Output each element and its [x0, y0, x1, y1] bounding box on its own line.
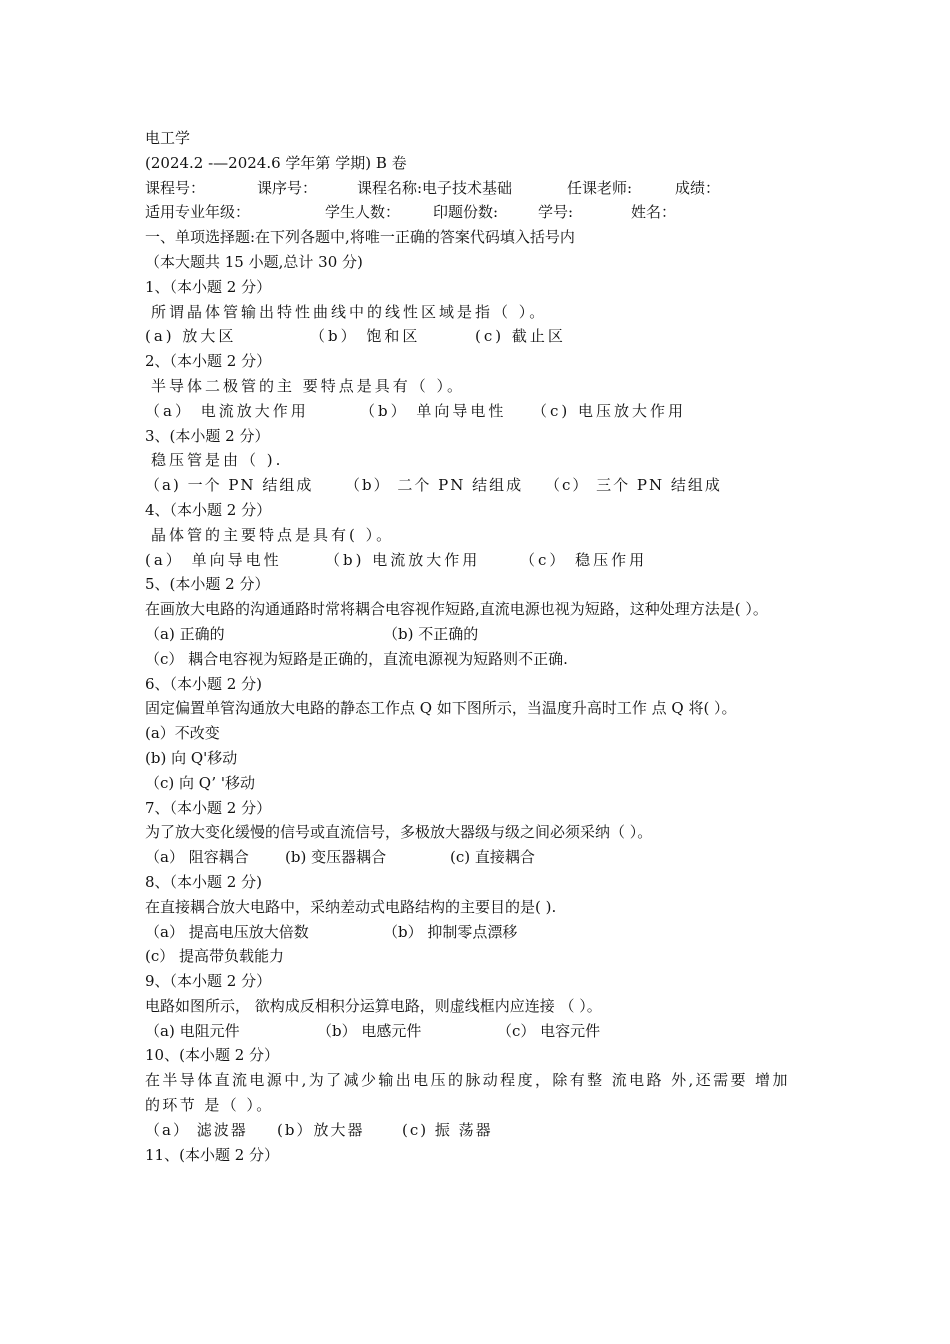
question-1-stem: 所谓晶体管输出特性曲线中的线性区域是指（ ）。: [151, 302, 548, 321]
teacher-label: 任课老师:: [567, 178, 633, 197]
question-3-head: 3、(本小题 2 分）: [145, 426, 270, 445]
option-c: （c) 电压放大作用: [532, 401, 687, 420]
option-a: （a） 提高电压放大倍数: [145, 922, 309, 941]
option-a: （a） 滤波器: [145, 1120, 248, 1139]
option-a: （a) 一个 PN 结组成: [145, 476, 314, 495]
question-3-options: [145, 473, 810, 498]
question-6-head: 6、（本小题 2 分): [145, 674, 262, 693]
class-info-row: [145, 200, 810, 225]
student-count-label: 学生人数：: [325, 203, 401, 222]
question-8-head: 8、（本小题 2 分): [145, 872, 262, 891]
course-name-label: 课程名称:电子技术基础: [357, 178, 513, 197]
option-a: （a） 电流放大作用: [145, 401, 309, 420]
option-a: （a） 阻容耦合: [145, 848, 249, 867]
exam-term: (2024.2 -—2024.6 学年第 学期) B 卷: [145, 153, 407, 172]
option-c: （c） 耦合电容视为短路是正确的，直流电源视为短路则不正确.: [145, 649, 568, 668]
question-10-head: 10、(本小题 2 分）: [145, 1046, 280, 1065]
question-9-head: 9、（本小题 2 分）: [145, 972, 272, 991]
question-1-head: 1、（本小题 2 分）: [145, 277, 272, 296]
option-c: (c) 截止区: [475, 327, 566, 346]
course-number-label: 课程号：: [145, 178, 206, 197]
question-5-stem: 在画放大电路的沟通通路时常将耦合电容视作短路,直流电源也视为短路，这种处理方法是( ）。: [145, 600, 768, 619]
option-a: (a) 放大区: [145, 327, 237, 346]
question-4-options: [145, 548, 810, 573]
option-b: (b) 变压器耦合: [285, 848, 387, 867]
question-8-stem: 在直接耦合放大电路中，采纳差动式电路结构的主要目的是( ).: [145, 897, 557, 916]
name-label: 姓名：: [631, 203, 677, 222]
question-4-stem: 晶体管的主要特点是具有( ）。: [151, 525, 395, 544]
option-c: (c） 提高带负载能力: [145, 947, 285, 966]
option-b: （b) 不正确的: [383, 624, 479, 643]
question-7-head: 7、（本小题 2 分）: [145, 798, 272, 817]
subject-title: 电工学: [145, 129, 191, 147]
question-2-head: 2、（本小题 2 分）: [145, 352, 272, 371]
section-title: 一、单项选择题:在下列各题中,将唯一正确的答案代码填入括号内: [145, 228, 575, 247]
section-note: （本大题共 15 小题,总计 30 分): [145, 252, 363, 271]
question-2-stem: 半导体二极管的主 要特点是具有（ ）。: [151, 376, 466, 395]
print-copies-label: 印题份数:: [433, 203, 499, 222]
option-b: （b） 电感元件: [317, 1021, 422, 1040]
option-b: （b） 抑制零点漂移: [383, 922, 518, 941]
option-c: (c) 振 荡器: [402, 1120, 493, 1139]
question-10-stem: 在半导体直流电源中,为了减少输出电压的脉动程度，除有整 流电路 外,还需要 增加 的环节 是（ ）。: [145, 1071, 790, 1115]
question-10-options: [145, 1118, 810, 1143]
question-5-options: [145, 622, 810, 647]
option-a: （a) 电阻元件: [145, 1021, 240, 1040]
option-a: (a）不改变: [145, 724, 220, 743]
question-3-stem: 稳压管是由（ ).: [151, 451, 284, 470]
question-1-options: [145, 324, 810, 349]
option-a: （a) 正确的: [145, 624, 225, 643]
option-c: （c） 稳压作用: [520, 550, 648, 569]
option-b: (b）放大器: [277, 1120, 365, 1139]
exam-page: [145, 126, 810, 1167]
question-9-stem: 电路如图所示， 欲构成反相积分运算电路，则虚线框内应连接 （ ）。: [145, 996, 602, 1015]
option-b: （b） 二个 PN 结组成: [345, 476, 524, 495]
option-c: (c) 直接耦合: [450, 848, 535, 867]
question-7-stem: 为了放大变化缓慢的信号或直流信号，多极放大器级与级之间必须采纳（ ）。: [145, 823, 653, 842]
question-9-options: [145, 1019, 810, 1044]
major-grade-label: 适用专业年级：: [145, 203, 251, 222]
option-c: （c） 电容元件: [497, 1021, 601, 1040]
score-label: 成绩：: [675, 178, 721, 197]
course-sequence-label: 课序号：: [257, 178, 318, 197]
option-b: (b) 向 Q'移动: [145, 748, 238, 767]
question-11-head: 11、(本小题 2 分）: [145, 1145, 280, 1164]
option-a: (a） 单向导电性: [145, 550, 282, 569]
option-b: （b) 电流放大作用: [325, 550, 481, 569]
course-info-row: [145, 176, 810, 201]
question-7-options: [145, 845, 810, 870]
student-id-label: 学号:: [538, 203, 574, 222]
option-b: （b） 饱和区: [310, 327, 421, 346]
option-c: （c) 向 Q’ '移动: [145, 773, 256, 792]
option-c: （c） 三个 PN 结组成: [545, 476, 722, 495]
option-b: （b） 单向导电性: [360, 401, 507, 420]
question-6-stem: 固定偏置单管沟通放大电路的静态工作点 Q 如下图所示，当温度升高时工作 点 Q 将( ）。: [145, 699, 737, 718]
question-8-options: [145, 920, 810, 945]
question-5-head: 5、(本小题 2 分）: [145, 575, 270, 594]
question-2-options: [145, 399, 810, 424]
question-4-head: 4、（本小题 2 分）: [145, 500, 272, 519]
